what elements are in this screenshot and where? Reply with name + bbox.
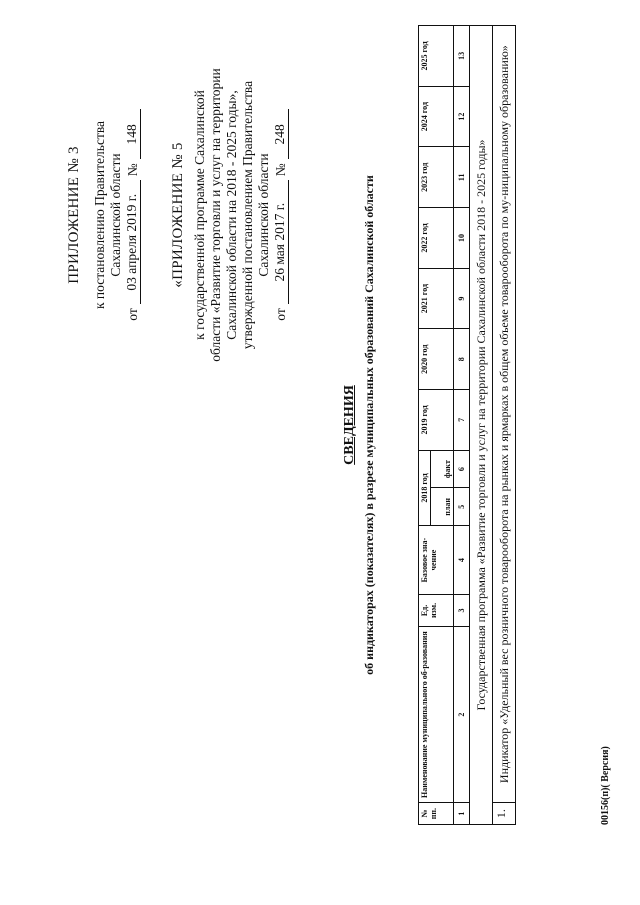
indicator-cell: Индикатор «Удельный вес розничного товарооборота на рынках и ярмарках в общем объеме товарооборота по му-ниципальному образованию» bbox=[493, 26, 516, 803]
header-no: № пп. bbox=[419, 803, 454, 825]
appendix-5-date-row bbox=[272, 50, 289, 380]
header-year: 2020 год bbox=[419, 329, 454, 390]
appendix-3-number: 148 bbox=[124, 109, 141, 159]
column-number: 12 bbox=[454, 86, 470, 147]
appendix-3-line2: Сахалинской области bbox=[108, 153, 123, 277]
appendix-5-line2: области «Развитие торговли и услуг на территории bbox=[208, 68, 223, 362]
appendix-5-line5: Сахалинской области bbox=[256, 153, 271, 277]
column-number: 6 bbox=[454, 450, 470, 488]
document-footer: 00156(п)( Версия) bbox=[600, 746, 611, 825]
appendix-5-number: 248 bbox=[272, 109, 289, 159]
appendix-3-date-row bbox=[124, 85, 141, 345]
column-number: 10 bbox=[454, 208, 470, 269]
column-number: 1 bbox=[454, 803, 470, 825]
header-year: 2023 год bbox=[419, 147, 454, 208]
header-unit: Ед. изм. bbox=[419, 594, 454, 626]
document-subtitle: об индикаторах (показателях) в разрезе муниципальных образований Сахалинской области bbox=[362, 175, 376, 675]
appendix-5-line1: к государственной программе Сахалинской bbox=[192, 90, 207, 340]
appendix-5-title: «ПРИЛОЖЕНИЕ № 5 bbox=[170, 142, 186, 288]
document-title: СВЕДЕНИЯ bbox=[342, 385, 357, 465]
appendix-3-block bbox=[66, 85, 141, 345]
appendix-3-date: 03 апреля 2019 г. bbox=[124, 180, 141, 304]
appendix-5-line3: Сахалинской области на 2018 - 2025 годы», bbox=[224, 90, 239, 340]
column-number: 3 bbox=[454, 594, 470, 626]
appendix-3-num-label: № bbox=[125, 163, 140, 177]
appendix-5-num-label: № bbox=[273, 163, 288, 177]
appendix-3-line1: к постановлению Правительства bbox=[92, 120, 107, 310]
header-2018: 2018 год bbox=[419, 450, 431, 526]
appendix-3-from-label: от bbox=[125, 308, 140, 321]
column-number: 9 bbox=[454, 268, 470, 329]
appendix-5-date: 26 мая 2017 г. bbox=[272, 180, 289, 304]
column-number: 2 bbox=[454, 626, 470, 802]
column-number: 13 bbox=[454, 26, 470, 87]
appendix-5-line4: утвержденной постановлением Правительства bbox=[240, 80, 255, 350]
header-name: Наименование муниципального об-разования bbox=[419, 626, 454, 802]
column-number: 5 bbox=[454, 488, 470, 526]
appendix-3-title: ПРИЛОЖЕНИЕ № 3 bbox=[66, 146, 82, 284]
indicator-number: 1. bbox=[493, 803, 516, 825]
header-year: 2022 год bbox=[419, 208, 454, 269]
header-year: 2019 год bbox=[419, 390, 454, 451]
header-base: Базовое зна-чение bbox=[419, 526, 454, 595]
indicator-row bbox=[493, 26, 516, 825]
column-number: 8 bbox=[454, 329, 470, 390]
document-heading bbox=[342, 25, 377, 825]
program-row bbox=[470, 26, 493, 825]
column-number-row bbox=[454, 26, 470, 825]
column-number: 4 bbox=[454, 526, 470, 595]
column-number: 11 bbox=[454, 147, 470, 208]
indicator-table bbox=[418, 25, 516, 825]
appendix-5-from-label: от bbox=[273, 308, 288, 321]
header-plan: план bbox=[431, 488, 454, 526]
appendix-5-block bbox=[170, 50, 289, 380]
program-cell: Государственная программа «Развитие торговли и услуг на территории Сахалинской области 2018 - 2025 годы» bbox=[470, 26, 493, 825]
header-fact: факт bbox=[431, 450, 454, 488]
header-year: 2024 год bbox=[419, 86, 454, 147]
table-header-row bbox=[419, 26, 431, 825]
header-year: 2021 год bbox=[419, 268, 454, 329]
column-number: 7 bbox=[454, 390, 470, 451]
header-year: 2025 год bbox=[419, 26, 454, 87]
